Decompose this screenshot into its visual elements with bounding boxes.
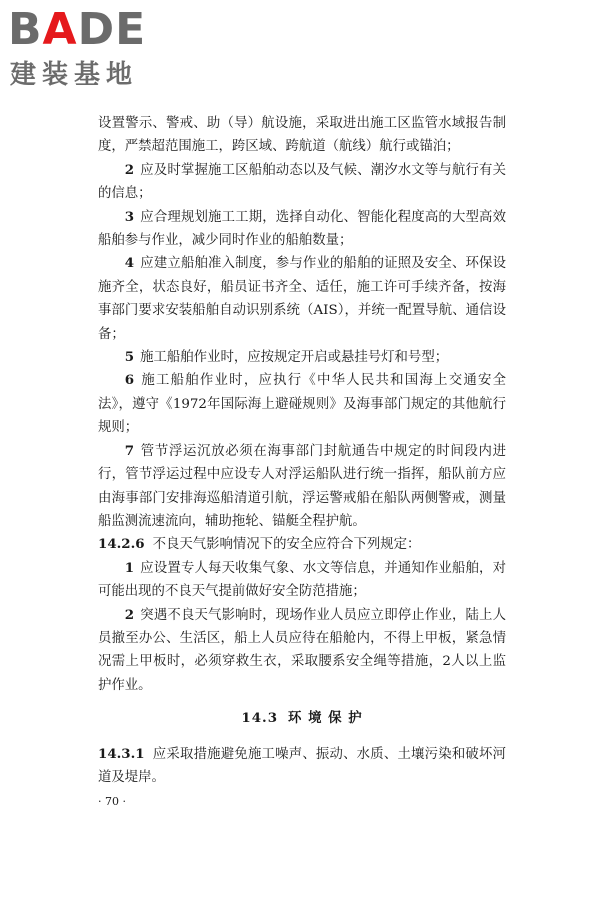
logo-letter-a: A (42, 4, 78, 55)
list-item-number: 4 (124, 255, 135, 272)
list-item (98, 206, 506, 253)
list-item-text: 应设置专人每天收集气象、水文等信息，并通知作业船舶，对可能出现的不良天气提前做好安全防范措施； (98, 560, 506, 600)
section-heading (98, 707, 506, 730)
list-item-text: 应及时掌握施工区船舶动态以及气候、潮汐水文等与航行有关的信息； (98, 162, 506, 202)
clause-number: 14.2.6 (98, 536, 145, 553)
list-item (98, 252, 506, 346)
clause-14-3-1 (98, 743, 506, 790)
list-item-text: 施工船舶作业时，应执行《中华人民共和国海上交通安全法》，遵守《1972年国际海上避碰规则》及海事部门规定的其他航行规则； (98, 373, 506, 436)
list-item-number: 7 (124, 442, 135, 459)
list-item-number: 5 (124, 349, 135, 366)
list-item (98, 159, 506, 206)
list-item (98, 557, 506, 604)
list-item-text: 应合理规划施工工期，选择自动化、智能化程度高的大型高效船舶参与作业，减少同时作业的船舶数量； (98, 209, 506, 249)
section-title: 环 境 保 护 (288, 710, 363, 727)
clause-number: 14.3.1 (98, 745, 145, 762)
list-item (98, 346, 506, 369)
logo-subtitle: 建装基地 (10, 60, 139, 90)
bade-logo (8, 4, 173, 96)
logo-wordmark (8, 4, 146, 56)
list-item-text: 管节浮运沉放必须在海事部门封航通告中规定的时间段内进行，管节浮运过程中应设专人对浮运船队进行统一指挥，船队前方应由海事部门安排海巡船清道引航，浮运警戒船在船队两侧警戒，测量船监测流速流向，辅助拖轮、锚艇全程护航。 (98, 443, 506, 529)
list-item-text: 施工船舶作业时，应按规定开启或悬挂号灯和号型； (140, 350, 449, 366)
list-item-number: 3 (124, 208, 135, 225)
logo-letters-de: DE (77, 4, 147, 55)
logo-letter-b: B (8, 4, 43, 55)
list-item-text: 突遇不良天气影响时，现场作业人员应立即停止作业，陆上人员撤至办公、生活区，船上人员应待在船舱内，不得上甲板，紧急情况需上甲板时，必须穿救生衣，采取腰系安全绳等措施，2人以上监护作业。 (98, 607, 506, 693)
list-item-number: 2 (124, 606, 135, 623)
clause-14-2-6 (98, 533, 506, 556)
page-number: · 70 · (98, 795, 126, 809)
list-item (98, 604, 506, 698)
clause-text: 应采取措施避免施工噪声、振动、水质、土壤污染和破坏河道及堤岸。 (98, 746, 506, 785)
list-item-text: 应建立船舶准入制度，参与作业的船舶的证照及安全、环保设施齐全，状态良好，船员证书齐全、适任，施工许可手续齐备，按海事部门要求安装船舶自动识别系统（AIS），并统一配置导航、通信设备； (98, 256, 506, 342)
list-item (98, 440, 506, 534)
list-item-text: 设置警示、警戒、助（导）航设施，采取进出施工区监管水域报告制度，严禁超范围施工，跨区域、跨航道（航线）航行或锚泊； (98, 116, 506, 155)
list-item (98, 112, 506, 159)
list-item-number: 2 (124, 161, 135, 178)
section-number: 14.3 (241, 710, 279, 727)
list-item (98, 369, 506, 439)
document-body (98, 112, 506, 811)
list-item-number: 1 (124, 559, 135, 576)
clause-text: 不良天气影响情况下的安全应符合下列规定： (152, 537, 421, 553)
list-item-number: 6 (124, 372, 135, 389)
